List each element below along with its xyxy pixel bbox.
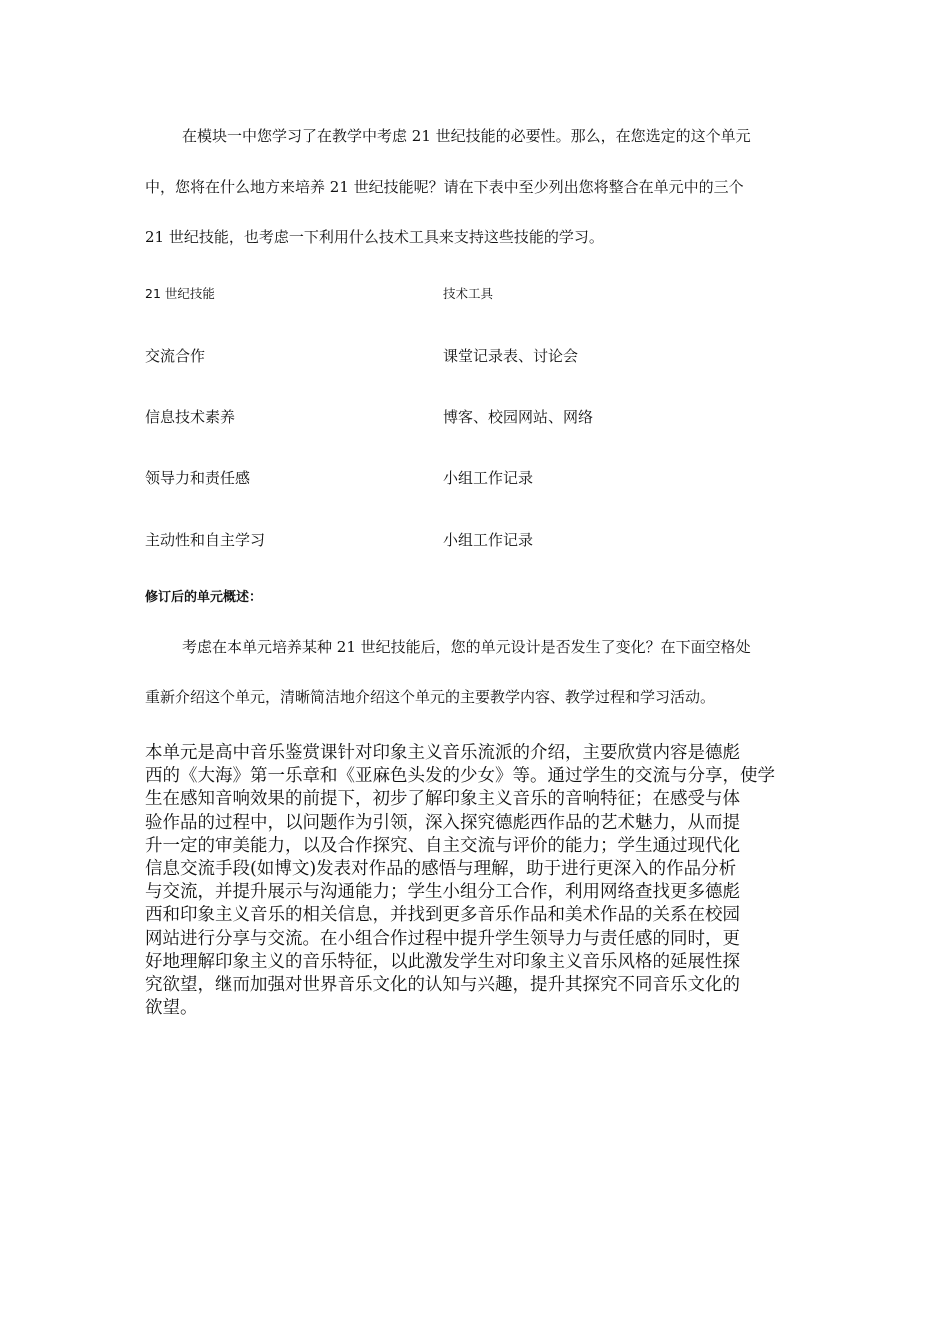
table-row bbox=[145, 407, 795, 427]
overview-line: 生在感知音响效果的前提下，初步了解印象主义音乐的音响特征；在感受与体 bbox=[145, 789, 740, 810]
skill-cell: 交流合作 bbox=[145, 347, 206, 365]
overview-line: 验作品的过程中，以问题作为引领，深入探究德彪西作品的艺术魅力，从而提 bbox=[145, 812, 740, 833]
intro-line-1: 在模块一中您学习了在教学中考虑 21 世纪技能的必要性。那么，在您选定的这个单元 bbox=[182, 127, 751, 145]
tool-cell: 课堂记录表、讨论会 bbox=[443, 347, 579, 365]
overview-line: 欲望。 bbox=[145, 998, 198, 1019]
unit-overview-text bbox=[145, 742, 795, 1020]
table-row bbox=[145, 468, 795, 488]
revised-prompt-line-1: 考虑在本单元培养某种 21 世纪技能后，您的单元设计是否发生了变化？在下面空格处 bbox=[182, 638, 751, 656]
tool-cell: 小组工作记录 bbox=[443, 469, 534, 487]
skill-cell: 信息技术素养 bbox=[145, 408, 236, 426]
overview-line: 西的《大海》第一乐章和《亚麻色头发的少女》等。通过学生的交流与分享，使学 bbox=[145, 766, 775, 787]
tool-cell: 博客、校园网站、网络 bbox=[443, 408, 594, 426]
skill-cell: 领导力和责任感 bbox=[145, 469, 251, 487]
overview-line: 究欲望，继而加强对世界音乐文化的认知与兴趣，提升其探究不同音乐文化的 bbox=[145, 974, 740, 995]
table-row bbox=[145, 346, 795, 366]
revised-overview-heading: 修订后的单元概述： bbox=[145, 590, 263, 605]
overview-line: 好地理解印象主义的音乐特征，以此激发学生对印象主义音乐风格的延展性探 bbox=[145, 951, 740, 972]
overview-line: 网站进行分享与交流。在小组合作过程中提升学生领导力与责任感的同时，更 bbox=[145, 928, 740, 949]
column-header-skills: 21 世纪技能 bbox=[145, 286, 215, 301]
overview-line: 西和印象主义音乐的相关信息，并找到更多音乐作品和美术作品的关系在校园 bbox=[145, 905, 740, 926]
column-header-tools: 技术工具 bbox=[443, 286, 494, 301]
intro-line-3: 21 世纪技能，也考虑一下利用什么技术工具来支持这些技能的学习。 bbox=[145, 228, 604, 246]
overview-line: 升一定的审美能力，以及合作探究、自主交流与评价的能力；学生通过现代化 bbox=[145, 835, 740, 856]
tool-cell: 小组工作记录 bbox=[443, 531, 534, 549]
overview-line: 信息交流手段(如博文)发表对作品的感悟与理解，助于进行更深入的作品分析 bbox=[145, 858, 737, 879]
overview-line: 本单元是高中音乐鉴赏课针对印象主义音乐流派的介绍，主要欣赏内容是德彪 bbox=[145, 743, 740, 763]
overview-line: 与交流，并提升展示与沟通能力；学生小组分工合作，利用网络查找更多德彪 bbox=[145, 882, 740, 903]
revised-prompt-line-2: 重新介绍这个单元，清晰简洁地介绍这个单元的主要教学内容、教学过程和学习活动。 bbox=[145, 688, 716, 706]
skill-cell: 主动性和自主学习 bbox=[145, 531, 266, 549]
table-row bbox=[145, 530, 795, 550]
intro-line-2: 中，您将在什么地方来培养 21 世纪技能呢？请在下表中至少列出您将整合在单元中的三个 bbox=[145, 178, 744, 196]
